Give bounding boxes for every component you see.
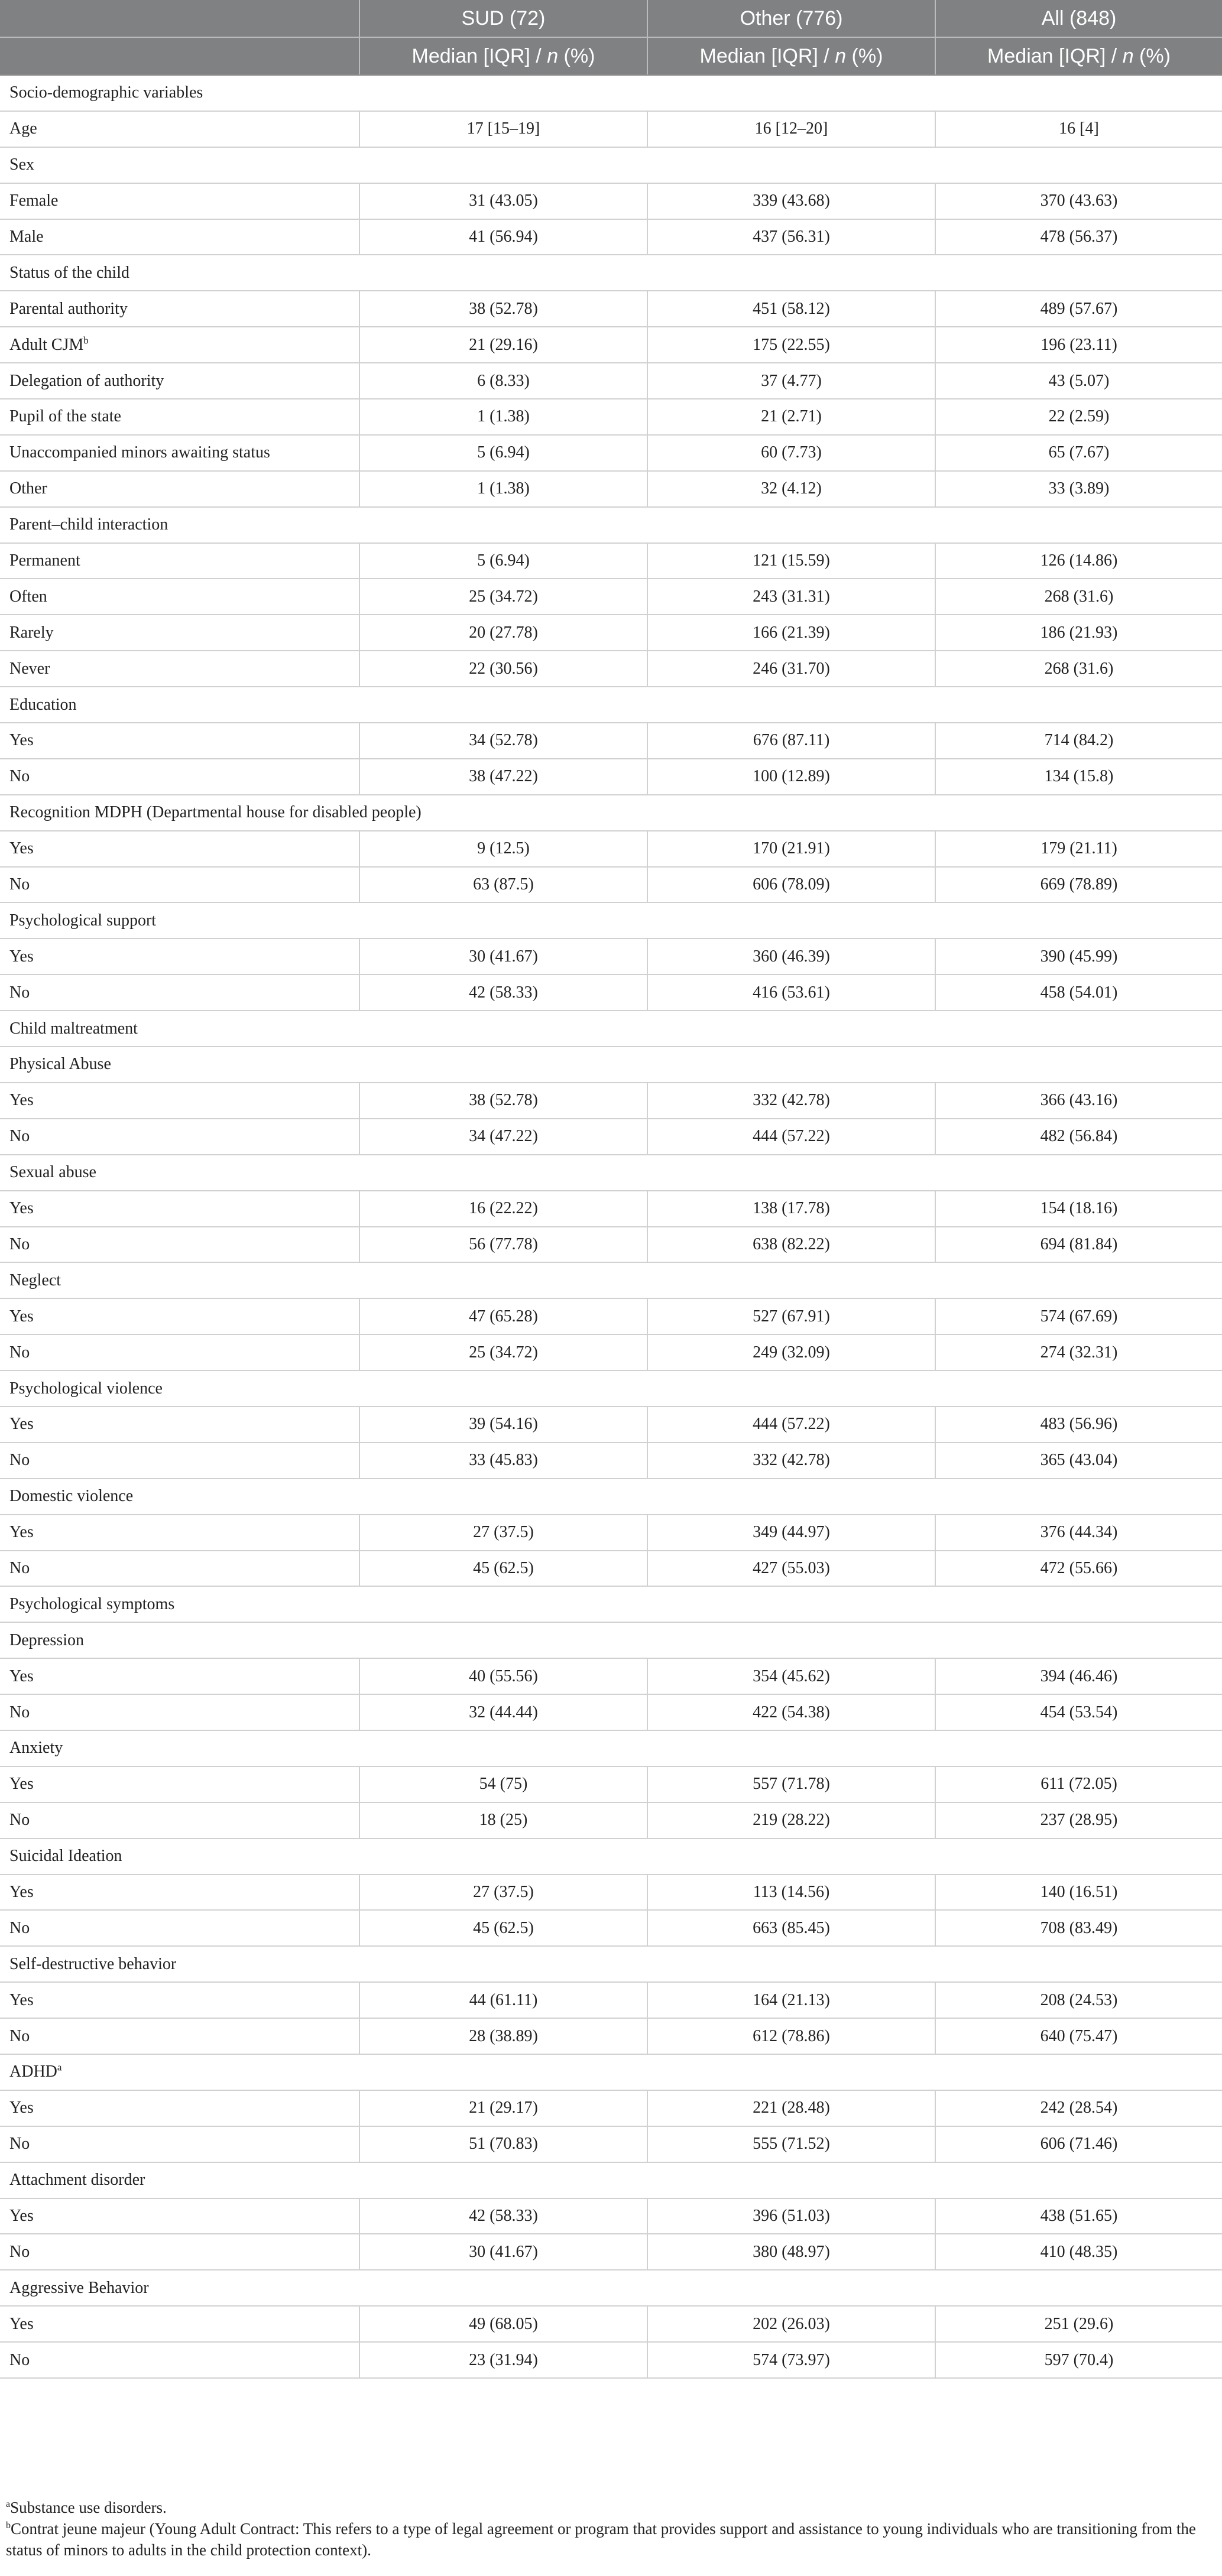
table-body — [0, 75, 1222, 2378]
value-other: 121 (15.59) — [647, 543, 935, 579]
row-label: Yes — [0, 1766, 359, 1802]
table-section-row — [0, 1622, 1222, 1658]
header-group-other: Other (776) — [647, 0, 935, 37]
value-sud: 32 (44.44) — [359, 1694, 647, 1730]
row-label: No — [0, 1227, 359, 1263]
header-stat-other: Median [IQR] / n (%) — [647, 37, 935, 75]
row-label: Male — [0, 219, 359, 255]
value-all: 251 (29.6) — [935, 2306, 1222, 2342]
value-all: 33 (3.89) — [935, 471, 1222, 507]
row-label: Age — [0, 111, 359, 147]
value-all: 370 (43.63) — [935, 183, 1222, 219]
value-other: 170 (21.91) — [647, 831, 935, 867]
table-section-row — [0, 1586, 1222, 1622]
row-label: Yes — [0, 2090, 359, 2126]
row-label: Yes — [0, 2198, 359, 2234]
value-other: 354 (45.62) — [647, 1658, 935, 1694]
value-all: 597 (70.4) — [935, 2342, 1222, 2378]
section-label: Neglect — [0, 1262, 1222, 1298]
section-label: ADHD$^a$ — [0, 2054, 1222, 2090]
value-other: 676 (87.11) — [647, 723, 935, 759]
section-label: Status of the child — [0, 255, 1222, 291]
table-row — [0, 1658, 1222, 1694]
table-row — [0, 2234, 1222, 2270]
section-label: Education — [0, 687, 1222, 723]
section-label: Depression — [0, 1622, 1222, 1658]
value-other: 249 (32.09) — [647, 1334, 935, 1370]
table-row — [0, 1694, 1222, 1730]
value-other: 243 (31.31) — [647, 579, 935, 615]
value-sud: 27 (37.5) — [359, 1875, 647, 1911]
row-label: No — [0, 1910, 359, 1946]
value-sud: 23 (31.94) — [359, 2342, 647, 2378]
value-other: 37 (4.77) — [647, 363, 935, 399]
value-other: 221 (28.48) — [647, 2090, 935, 2126]
table-row — [0, 938, 1222, 974]
table-section-row — [0, 1838, 1222, 1875]
row-label: Other — [0, 471, 359, 507]
table-row — [0, 111, 1222, 147]
value-all: 237 (28.95) — [935, 1802, 1222, 1838]
value-other: 339 (43.68) — [647, 183, 935, 219]
value-all: 134 (15.8) — [935, 759, 1222, 795]
value-other: 638 (82.22) — [647, 1227, 935, 1263]
table-row — [0, 723, 1222, 759]
value-sud: 25 (34.72) — [359, 1334, 647, 1370]
row-label: Often — [0, 579, 359, 615]
value-all: 478 (56.37) — [935, 219, 1222, 255]
value-other: 444 (57.22) — [647, 1406, 935, 1443]
value-sud: 38 (52.78) — [359, 1083, 647, 1119]
value-sud: 20 (27.78) — [359, 615, 647, 651]
row-label: Yes — [0, 1406, 359, 1443]
table-row — [0, 2306, 1222, 2342]
value-all: 640 (75.47) — [935, 2018, 1222, 2054]
value-other: 219 (28.22) — [647, 1802, 935, 1838]
row-label: No — [0, 1119, 359, 1155]
value-sud: 38 (52.78) — [359, 291, 647, 327]
value-all: 179 (21.11) — [935, 831, 1222, 867]
table-row — [0, 651, 1222, 687]
table-section-row — [0, 1047, 1222, 1083]
table-row — [0, 1551, 1222, 1587]
table-row — [0, 1191, 1222, 1227]
table-row — [0, 543, 1222, 579]
row-label: Yes — [0, 938, 359, 974]
table-section-row — [0, 1011, 1222, 1047]
row-label: No — [0, 1443, 359, 1479]
section-label: Parent–child interaction — [0, 507, 1222, 543]
value-other: 138 (17.78) — [647, 1191, 935, 1227]
row-label: Yes — [0, 831, 359, 867]
header-group-sud: SUD (72) — [359, 0, 647, 37]
table-row — [0, 1227, 1222, 1263]
value-all: 694 (81.84) — [935, 1227, 1222, 1263]
value-sud: 28 (38.89) — [359, 2018, 647, 2054]
table-section-row — [0, 2270, 1222, 2306]
value-all: 574 (67.69) — [935, 1298, 1222, 1334]
value-other: 332 (42.78) — [647, 1443, 935, 1479]
row-label: Yes — [0, 1982, 359, 2018]
value-other: 21 (2.71) — [647, 399, 935, 435]
header-group-all: All (848) — [935, 0, 1222, 37]
row-label: Yes — [0, 1515, 359, 1551]
header-stat-all: Median [IQR] / n (%) — [935, 37, 1222, 75]
value-other: 360 (46.39) — [647, 938, 935, 974]
header-row-groups — [0, 0, 1222, 37]
row-label: No — [0, 2126, 359, 2162]
value-sud: 1 (1.38) — [359, 471, 647, 507]
table-row — [0, 1083, 1222, 1119]
value-all: 268 (31.6) — [935, 651, 1222, 687]
value-other: 422 (54.38) — [647, 1694, 935, 1730]
row-label: No — [0, 2018, 359, 2054]
table-row — [0, 1515, 1222, 1551]
value-all: 458 (54.01) — [935, 974, 1222, 1011]
row-label: Yes — [0, 1658, 359, 1694]
value-all: 394 (46.46) — [935, 1658, 1222, 1694]
table-row — [0, 399, 1222, 435]
row-label: No — [0, 759, 359, 795]
table-section-row — [0, 2162, 1222, 2198]
row-label: No — [0, 1802, 359, 1838]
value-sud: 38 (47.22) — [359, 759, 647, 795]
value-sud: 49 (68.05) — [359, 2306, 647, 2342]
row-label: Adult CJM$^b$ — [0, 327, 359, 363]
header-row-stats — [0, 37, 1222, 75]
row-label: Yes — [0, 1083, 359, 1119]
table-row — [0, 1766, 1222, 1802]
row-label: No — [0, 2234, 359, 2270]
section-label: Psychological violence — [0, 1370, 1222, 1406]
value-sud: 31 (43.05) — [359, 183, 647, 219]
value-sud: 33 (45.83) — [359, 1443, 647, 1479]
section-label: Psychological symptoms — [0, 1586, 1222, 1622]
row-label: No — [0, 1551, 359, 1587]
table-row — [0, 1334, 1222, 1370]
value-all: 708 (83.49) — [935, 1910, 1222, 1946]
value-sud: 21 (29.16) — [359, 327, 647, 363]
table-row — [0, 867, 1222, 903]
value-other: 396 (51.03) — [647, 2198, 935, 2234]
value-all: 43 (5.07) — [935, 363, 1222, 399]
value-all: 410 (48.35) — [935, 2234, 1222, 2270]
value-all: 454 (53.54) — [935, 1694, 1222, 1730]
section-label: Sex — [0, 147, 1222, 183]
table-row — [0, 831, 1222, 867]
row-label: Permanent — [0, 543, 359, 579]
value-sud: 30 (41.67) — [359, 2234, 647, 2270]
table-row — [0, 363, 1222, 399]
value-other: 437 (56.31) — [647, 219, 935, 255]
value-sud: 5 (6.94) — [359, 543, 647, 579]
row-label: Unaccompanied minors awaiting status — [0, 435, 359, 471]
value-other: 527 (67.91) — [647, 1298, 935, 1334]
table-row — [0, 1982, 1222, 2018]
table-section-row — [0, 902, 1222, 938]
table-section-row — [0, 1262, 1222, 1298]
header-corner-cell — [0, 0, 359, 37]
footnote: $^b$Contrat jeune majeur (Young Adult Contract: This refers to a type of legal agreement or program that provides support and assistance to young individuals who are transitioning from the status of minors to adults in the child protection context). — [6, 2520, 1196, 2559]
footnotes — [6, 2497, 1212, 2561]
value-sud: 16 (22.22) — [359, 1191, 647, 1227]
value-other: 380 (48.97) — [647, 2234, 935, 2270]
table-row — [0, 219, 1222, 255]
value-all: 196 (23.11) — [935, 327, 1222, 363]
value-sud: 47 (65.28) — [359, 1298, 647, 1334]
value-all: 274 (32.31) — [935, 1334, 1222, 1370]
value-all: 669 (78.89) — [935, 867, 1222, 903]
table-section-row — [0, 1479, 1222, 1515]
table-row — [0, 435, 1222, 471]
table-row — [0, 327, 1222, 363]
value-sud: 41 (56.94) — [359, 219, 647, 255]
table-row — [0, 1119, 1222, 1155]
value-all: 242 (28.54) — [935, 2090, 1222, 2126]
value-other: 246 (31.70) — [647, 651, 935, 687]
row-label: Yes — [0, 1298, 359, 1334]
section-label: Self-destructive behavior — [0, 1946, 1222, 1982]
value-sud: 42 (58.33) — [359, 2198, 647, 2234]
header-stat-sud: Median [IQR] / n (%) — [359, 37, 647, 75]
value-sud: 1 (1.38) — [359, 399, 647, 435]
value-other: 612 (78.86) — [647, 2018, 935, 2054]
value-other: 32 (4.12) — [647, 471, 935, 507]
value-all: 208 (24.53) — [935, 1982, 1222, 2018]
value-other: 451 (58.12) — [647, 291, 935, 327]
value-all: 16 [4] — [935, 111, 1222, 147]
table-section-row — [0, 147, 1222, 183]
value-all: 483 (56.96) — [935, 1406, 1222, 1443]
row-label: Yes — [0, 1875, 359, 1911]
section-label: Physical Abuse — [0, 1047, 1222, 1083]
value-other: 606 (78.09) — [647, 867, 935, 903]
table-section-row — [0, 1946, 1222, 1982]
value-all: 482 (56.84) — [935, 1119, 1222, 1155]
value-sud: 39 (54.16) — [359, 1406, 647, 1443]
value-other: 349 (44.97) — [647, 1515, 935, 1551]
value-all: 376 (44.34) — [935, 1515, 1222, 1551]
section-label: Child maltreatment — [0, 1011, 1222, 1047]
value-all: 714 (84.2) — [935, 723, 1222, 759]
value-all: 366 (43.16) — [935, 1083, 1222, 1119]
value-all: 606 (71.46) — [935, 2126, 1222, 2162]
value-other: 444 (57.22) — [647, 1119, 935, 1155]
value-sud: 56 (77.78) — [359, 1227, 647, 1263]
table-section-row — [0, 1155, 1222, 1191]
row-label: Rarely — [0, 615, 359, 651]
value-other: 16 [12–20] — [647, 111, 935, 147]
table-row — [0, 759, 1222, 795]
row-label: No — [0, 1334, 359, 1370]
table-section-row — [0, 795, 1222, 831]
value-all: 438 (51.65) — [935, 2198, 1222, 2234]
value-all: 472 (55.66) — [935, 1551, 1222, 1587]
value-sud: 9 (12.5) — [359, 831, 647, 867]
value-sud: 30 (41.67) — [359, 938, 647, 974]
table-row — [0, 1875, 1222, 1911]
table-section-row — [0, 507, 1222, 543]
value-all: 126 (14.86) — [935, 543, 1222, 579]
value-sud: 44 (61.11) — [359, 1982, 647, 2018]
value-other: 555 (71.52) — [647, 2126, 935, 2162]
table-row — [0, 2342, 1222, 2378]
value-sud: 54 (75) — [359, 1766, 647, 1802]
value-other: 332 (42.78) — [647, 1083, 935, 1119]
table-section-row — [0, 2054, 1222, 2090]
value-all: 268 (31.6) — [935, 579, 1222, 615]
value-sud: 45 (62.5) — [359, 1551, 647, 1587]
table-header — [0, 0, 1222, 75]
value-other: 427 (55.03) — [647, 1551, 935, 1587]
table-section-row — [0, 1730, 1222, 1766]
value-other: 574 (73.97) — [647, 2342, 935, 2378]
row-label: Yes — [0, 723, 359, 759]
value-sud: 6 (8.33) — [359, 363, 647, 399]
value-other: 60 (7.73) — [647, 435, 935, 471]
value-sud: 42 (58.33) — [359, 974, 647, 1011]
table-row — [0, 1802, 1222, 1838]
footnote: $^a$Substance use disorders. — [6, 2499, 167, 2516]
value-sud: 17 [15–19] — [359, 111, 647, 147]
value-other: 663 (85.45) — [647, 1910, 935, 1946]
value-sud: 21 (29.17) — [359, 2090, 647, 2126]
value-sud: 18 (25) — [359, 1802, 647, 1838]
value-other: 175 (22.55) — [647, 327, 935, 363]
table-row — [0, 1406, 1222, 1443]
value-all: 186 (21.93) — [935, 615, 1222, 651]
table-row — [0, 2126, 1222, 2162]
table-row — [0, 2090, 1222, 2126]
header-corner-cell-2 — [0, 37, 359, 75]
table-row — [0, 1910, 1222, 1946]
section-label: Socio-demographic variables — [0, 75, 1222, 111]
value-all: 154 (18.16) — [935, 1191, 1222, 1227]
table-section-row — [0, 687, 1222, 723]
value-other: 100 (12.89) — [647, 759, 935, 795]
table-row — [0, 1298, 1222, 1334]
row-label: Pupil of the state — [0, 399, 359, 435]
table-row — [0, 615, 1222, 651]
table-row — [0, 2018, 1222, 2054]
row-label: Delegation of authority — [0, 363, 359, 399]
value-other: 164 (21.13) — [647, 1982, 935, 2018]
row-label: Yes — [0, 1191, 359, 1227]
value-sud: 5 (6.94) — [359, 435, 647, 471]
value-sud: 40 (55.56) — [359, 1658, 647, 1694]
table-row — [0, 579, 1222, 615]
section-label: Psychological support — [0, 902, 1222, 938]
table-row — [0, 974, 1222, 1011]
table-section-row — [0, 75, 1222, 111]
row-label: Parental authority — [0, 291, 359, 327]
value-all: 365 (43.04) — [935, 1443, 1222, 1479]
value-sud: 27 (37.5) — [359, 1515, 647, 1551]
table-section-row — [0, 255, 1222, 291]
section-label: Sexual abuse — [0, 1155, 1222, 1191]
section-label: Recognition MDPH (Departmental house for disabled people) — [0, 795, 1222, 831]
section-label: Anxiety — [0, 1730, 1222, 1766]
value-sud: 34 (47.22) — [359, 1119, 647, 1155]
table-row — [0, 1443, 1222, 1479]
value-other: 113 (14.56) — [647, 1875, 935, 1911]
value-all: 140 (16.51) — [935, 1875, 1222, 1911]
value-all: 65 (7.67) — [935, 435, 1222, 471]
table-row — [0, 183, 1222, 219]
row-label: Female — [0, 183, 359, 219]
value-all: 22 (2.59) — [935, 399, 1222, 435]
value-sud: 22 (30.56) — [359, 651, 647, 687]
value-other: 416 (53.61) — [647, 974, 935, 1011]
value-other: 557 (71.78) — [647, 1766, 935, 1802]
table-row — [0, 471, 1222, 507]
table-row — [0, 2198, 1222, 2234]
value-all: 489 (57.67) — [935, 291, 1222, 327]
section-label: Domestic violence — [0, 1479, 1222, 1515]
value-all: 611 (72.05) — [935, 1766, 1222, 1802]
value-other: 202 (26.03) — [647, 2306, 935, 2342]
value-other: 166 (21.39) — [647, 615, 935, 651]
table-section-row — [0, 1370, 1222, 1406]
section-label: Attachment disorder — [0, 2162, 1222, 2198]
value-sud: 63 (87.5) — [359, 867, 647, 903]
section-label: Aggressive Behavior — [0, 2270, 1222, 2306]
row-label: Never — [0, 651, 359, 687]
value-sud: 34 (52.78) — [359, 723, 647, 759]
row-label: No — [0, 974, 359, 1011]
row-label: Yes — [0, 2306, 359, 2342]
section-label: Suicidal Ideation — [0, 1838, 1222, 1875]
value-sud: 45 (62.5) — [359, 1910, 647, 1946]
value-sud: 51 (70.83) — [359, 2126, 647, 2162]
row-label: No — [0, 867, 359, 903]
value-all: 390 (45.99) — [935, 938, 1222, 974]
row-label: No — [0, 1694, 359, 1730]
value-sud: 25 (34.72) — [359, 579, 647, 615]
table-row — [0, 291, 1222, 327]
row-label: No — [0, 2342, 359, 2378]
